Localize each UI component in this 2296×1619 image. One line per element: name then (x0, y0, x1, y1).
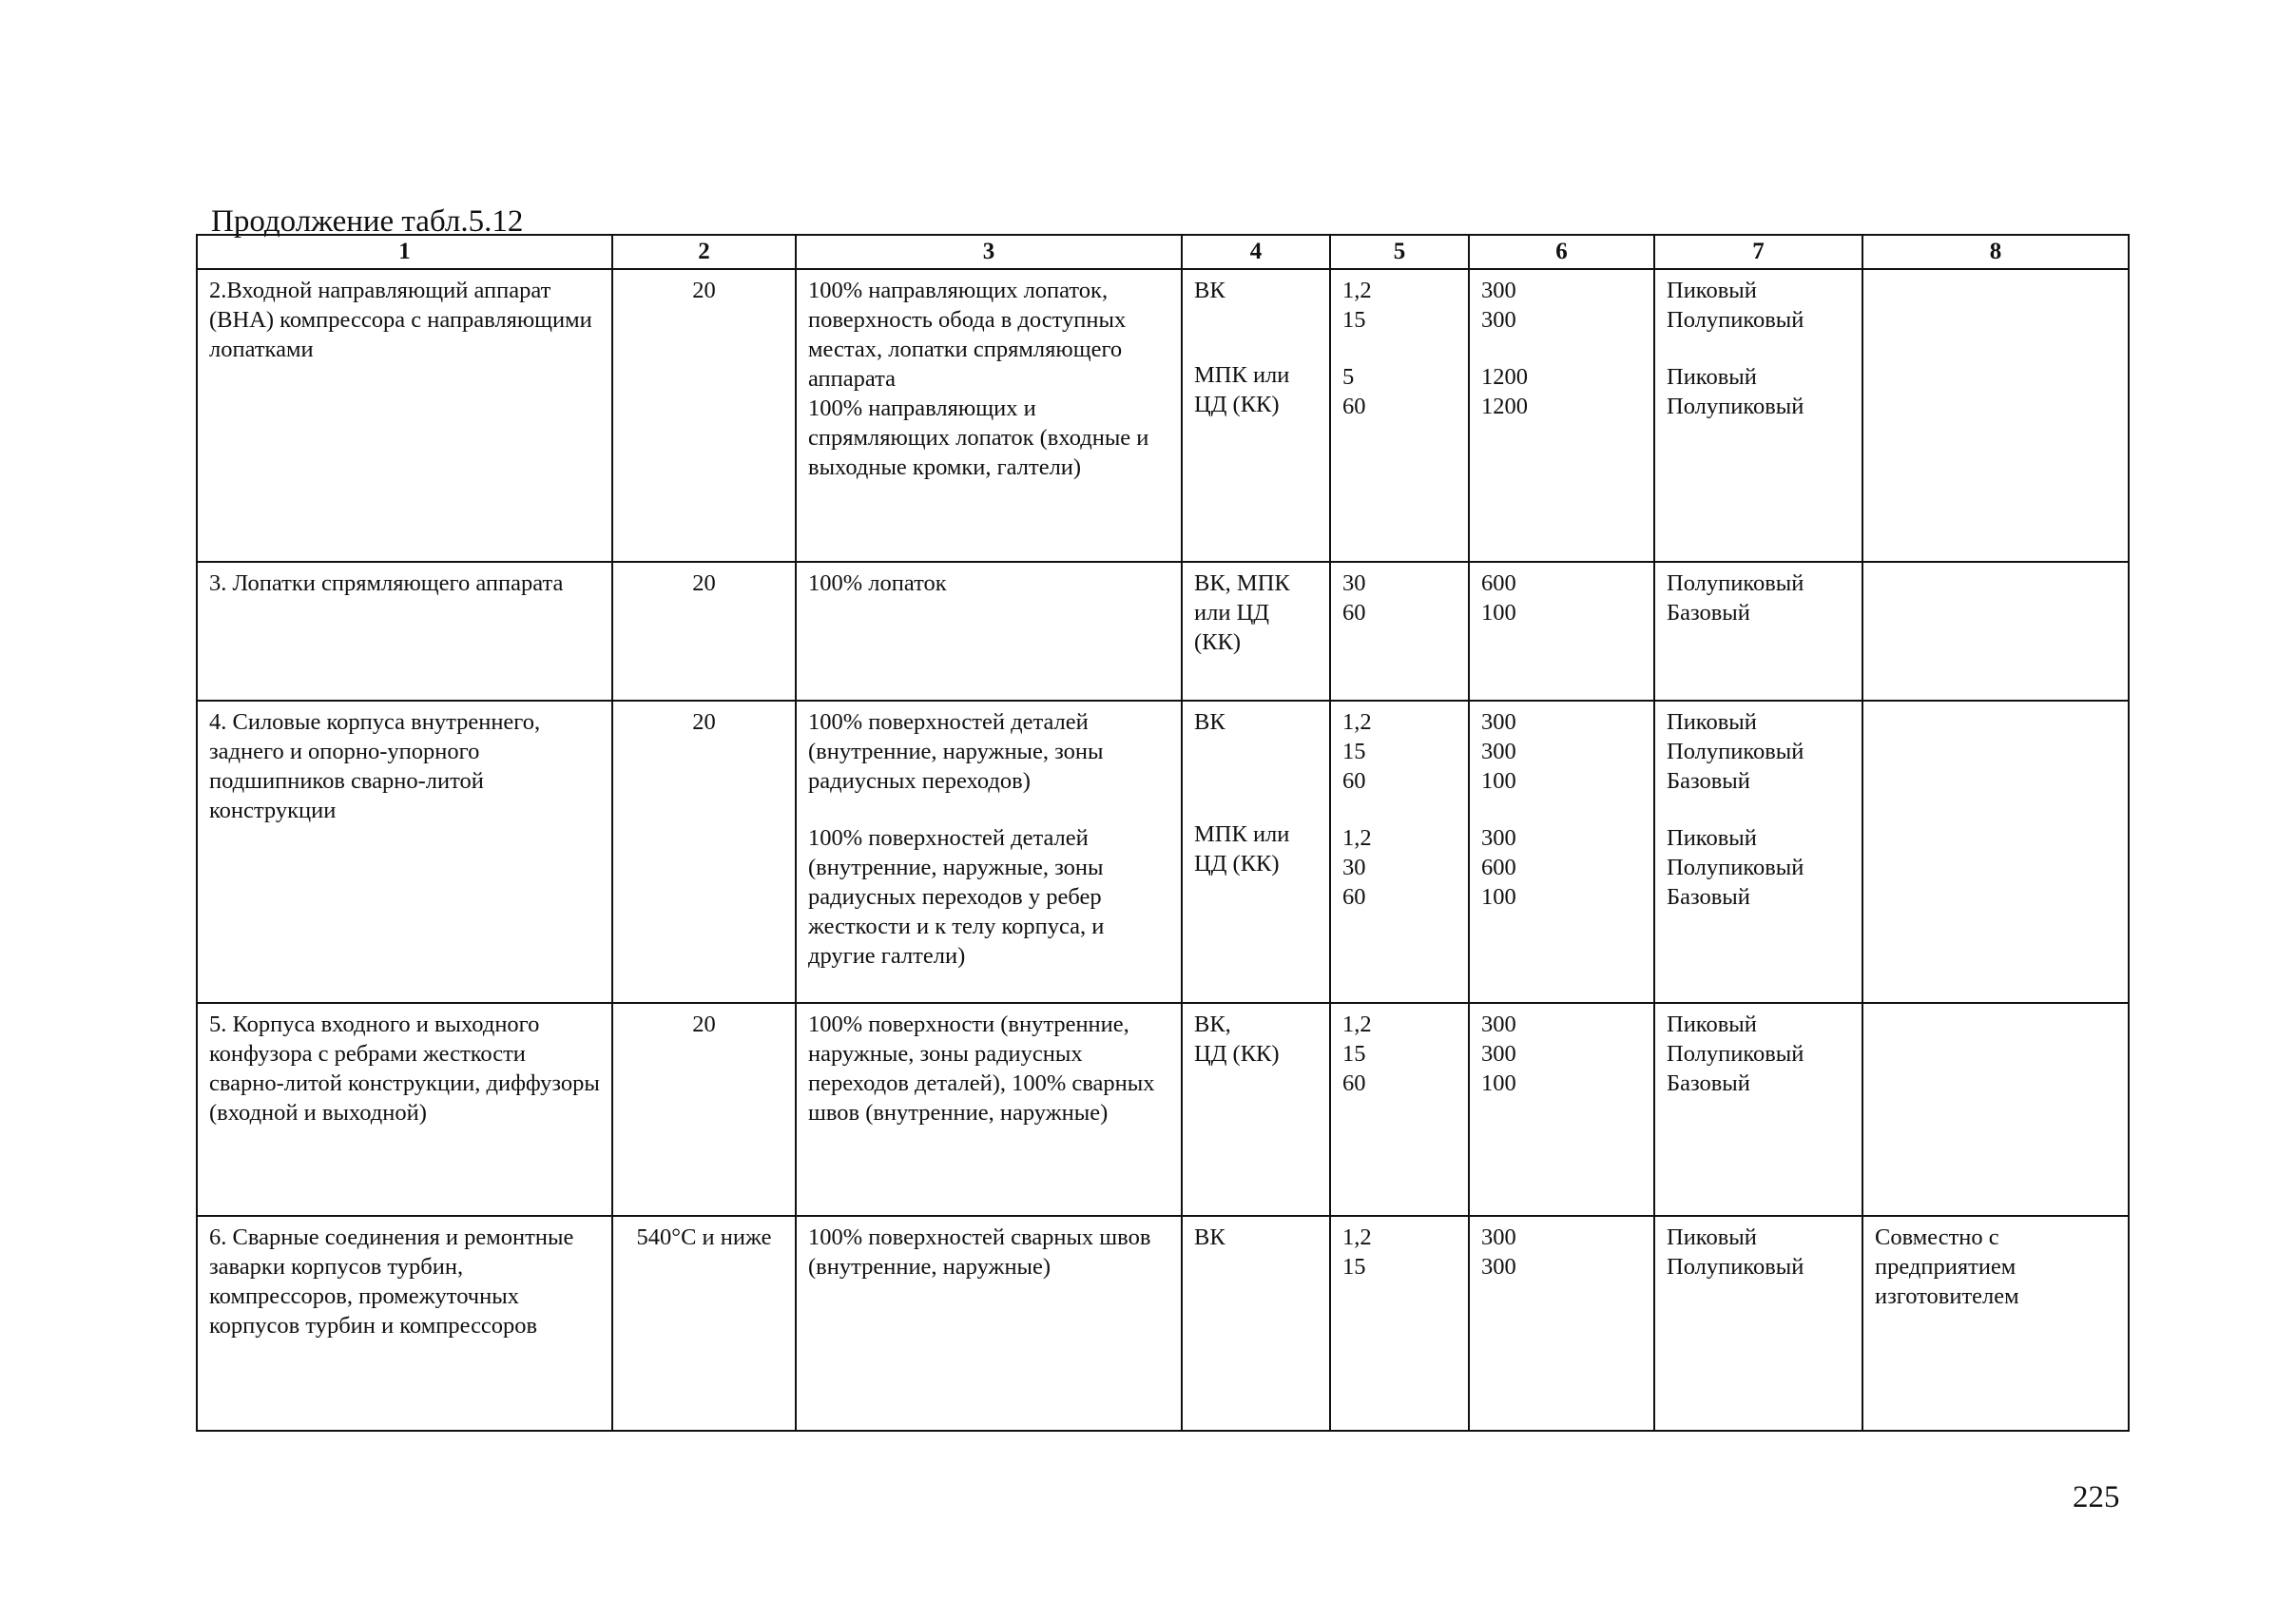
scope-cell: 100% лопаток (796, 562, 1182, 701)
method-cell: ВК, ЦД (КК) (1182, 1003, 1330, 1216)
scope-cell: 100% поверхностей деталей (внутренние, наружные, зоны радиусных переходов) 100% поверхностей деталей (внутренние, наружные, зоны радиусных переходов у ребер жесткости и к телу корпуса, и другие галтели) (796, 701, 1182, 1003)
mode-cell: Пиковый Полупиковый Пиковый Полупиковый (1654, 269, 1862, 562)
mode-cell: Пиковый Полупиковый Базовый (1654, 1003, 1862, 1216)
table-row (197, 269, 2129, 562)
table-row (197, 1216, 2129, 1431)
object-cell: 6. Сварные соединения и ремонтные заварки корпусов турбин, компрессоров, промежуточных корпусов турбин и компрессоров (197, 1216, 612, 1431)
value-cell: 30 60 (1330, 562, 1469, 701)
mode-cell: Пиковый Полупиковый Базовый Пиковый Полупиковый Базовый (1654, 701, 1862, 1003)
note-cell: Совместно с предприятием изготовителем (1862, 1216, 2129, 1431)
mode-cell: Полупиковый Базовый (1654, 562, 1862, 701)
hours-cell: 20 (612, 269, 796, 562)
value-cell: 300 300 (1469, 1216, 1654, 1431)
scope-cell: 100% поверхности (внутренние, наружные, зоны радиусных переходов деталей), 100% сварных швов (внутренние, наружные) (796, 1003, 1182, 1216)
header-cell: 8 (1862, 235, 2129, 269)
header-cell: 5 (1330, 235, 1469, 269)
note-cell (1862, 1003, 2129, 1216)
value-cell: 300 300 100 300 600 100 (1469, 701, 1654, 1003)
header-cell: 1 (197, 235, 612, 269)
page-number: 225 (2073, 1480, 2120, 1514)
scope-cell: 100% поверхностей сварных швов (внутренние, наружные) (796, 1216, 1182, 1431)
note-cell (1862, 269, 2129, 562)
header-cell: 4 (1182, 235, 1330, 269)
value-cell: 1,2 15 5 60 (1330, 269, 1469, 562)
header-row (197, 235, 2129, 269)
value-cell: 300 300 100 (1469, 1003, 1654, 1216)
header-cell: 6 (1469, 235, 1654, 269)
value-cell: 1,2 15 (1330, 1216, 1469, 1431)
value-cell: 300 300 1200 1200 (1469, 269, 1654, 562)
header-cell: 2 (612, 235, 796, 269)
method-cell: ВК, МПК или ЦД (КК) (1182, 562, 1330, 701)
value-cell: 600 100 (1469, 562, 1654, 701)
table-row (197, 701, 2129, 1003)
note-cell (1862, 562, 2129, 701)
method-cell: ВК (1182, 1216, 1330, 1431)
value-cell: 1,2 15 60 1,2 30 60 (1330, 701, 1469, 1003)
object-cell: 4. Силовые корпуса внутреннего, заднего и опорно-упорного подшипников сварно-литой конструкции (197, 701, 612, 1003)
scope-cell: 100% направляющих лопаток, поверхность обода в доступных местах, лопатки спрямляющего аппарата 100% направляющих и спрямляющих лопаток (входные и выходные кромки, галтели) (796, 269, 1182, 562)
object-cell: 3. Лопатки спрямляющего аппарата (197, 562, 612, 701)
value-cell: 1,2 15 60 (1330, 1003, 1469, 1216)
hours-cell: 540°С и ниже (612, 1216, 796, 1431)
hours-cell: 20 (612, 1003, 796, 1216)
table-row (197, 1003, 2129, 1216)
table-caption: Продолжение табл.5.12 (211, 204, 524, 239)
header-cell: 3 (796, 235, 1182, 269)
object-cell: 2.Входной направляющий аппарат (ВНА) компрессора с направляющими лопатками (197, 269, 612, 562)
method-cell: ВК МПК или ЦД (КК) (1182, 701, 1330, 1003)
hours-cell: 20 (612, 562, 796, 701)
note-cell (1862, 701, 2129, 1003)
inspection-table (196, 234, 2130, 1432)
mode-cell: Пиковый Полупиковый (1654, 1216, 1862, 1431)
object-cell: 5. Корпуса входного и выходного конфузора с ребрами жесткости сварно-литой конструкции, диффузоры (входной и выходной) (197, 1003, 612, 1216)
method-cell: ВК МПК или ЦД (КК) (1182, 269, 1330, 562)
header-cell: 7 (1654, 235, 1862, 269)
table-row (197, 562, 2129, 701)
hours-cell: 20 (612, 701, 796, 1003)
